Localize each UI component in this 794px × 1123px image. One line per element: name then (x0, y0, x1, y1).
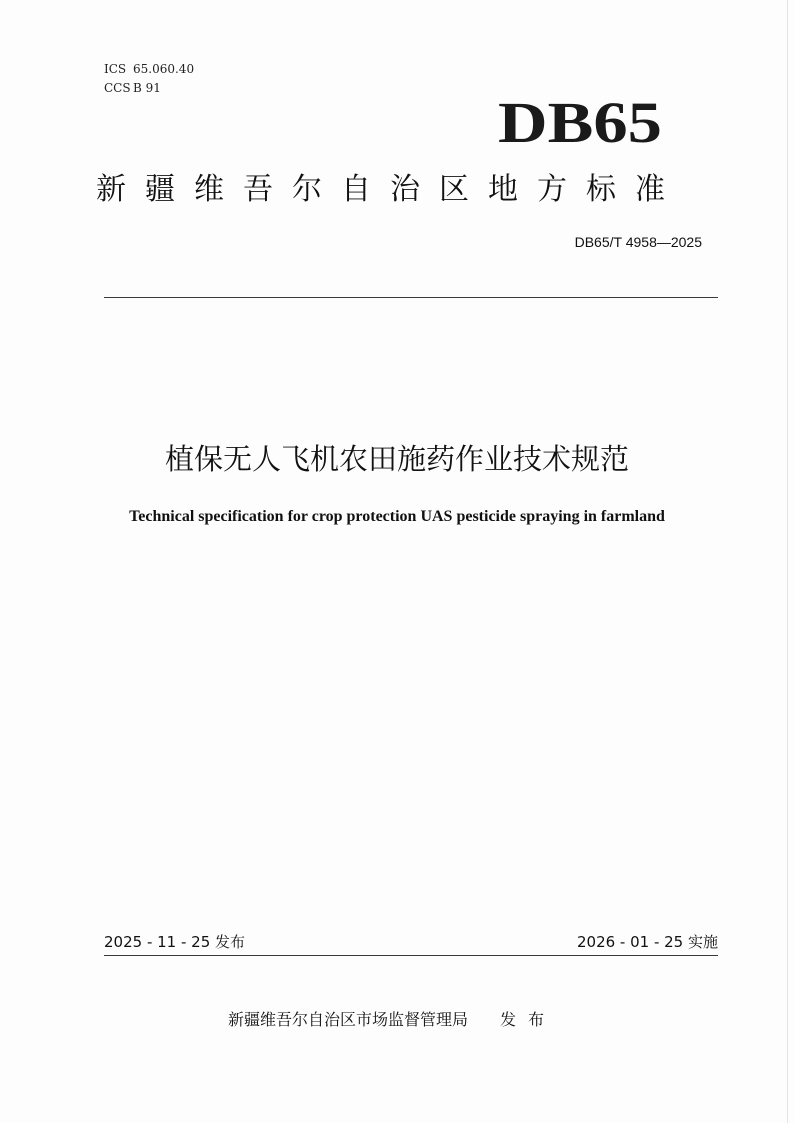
db65-logo (498, 94, 664, 150)
effective-date: 2026 - 01 - 25 实施 (576, 933, 718, 951)
issuer-line (228, 1008, 556, 1032)
standard-number: DB65/T 4958—2025 (574, 234, 702, 250)
standard-category: 新疆维吾尔自治区地方标准 (96, 172, 684, 207)
ccs-label: CCS (104, 81, 131, 95)
issue-date: 2025 - 11 - 25 发布 (104, 933, 246, 951)
ics-label: ICS (104, 62, 127, 76)
issuer-name: 新疆维吾尔自治区市场监督管理局 (228, 1010, 469, 1029)
scan-edge-line (787, 0, 788, 1123)
classification-codes (104, 60, 194, 98)
bottom-divider (104, 955, 718, 956)
ccs-code-row (104, 79, 194, 98)
ics-value: 65.060.40 (133, 62, 195, 76)
ccs-value: B 91 (133, 81, 161, 95)
issuer-action: 发布 (500, 1010, 557, 1029)
ics-code-row (104, 60, 194, 79)
title-english: Technical specification for crop protection UAS pesticide spraying in farmland (129, 508, 665, 525)
top-divider (104, 297, 718, 298)
db65-logo-text: DB65 (498, 94, 662, 150)
title-chinese: 植保无人飞机农田施药作业技术规范 (164, 442, 629, 476)
